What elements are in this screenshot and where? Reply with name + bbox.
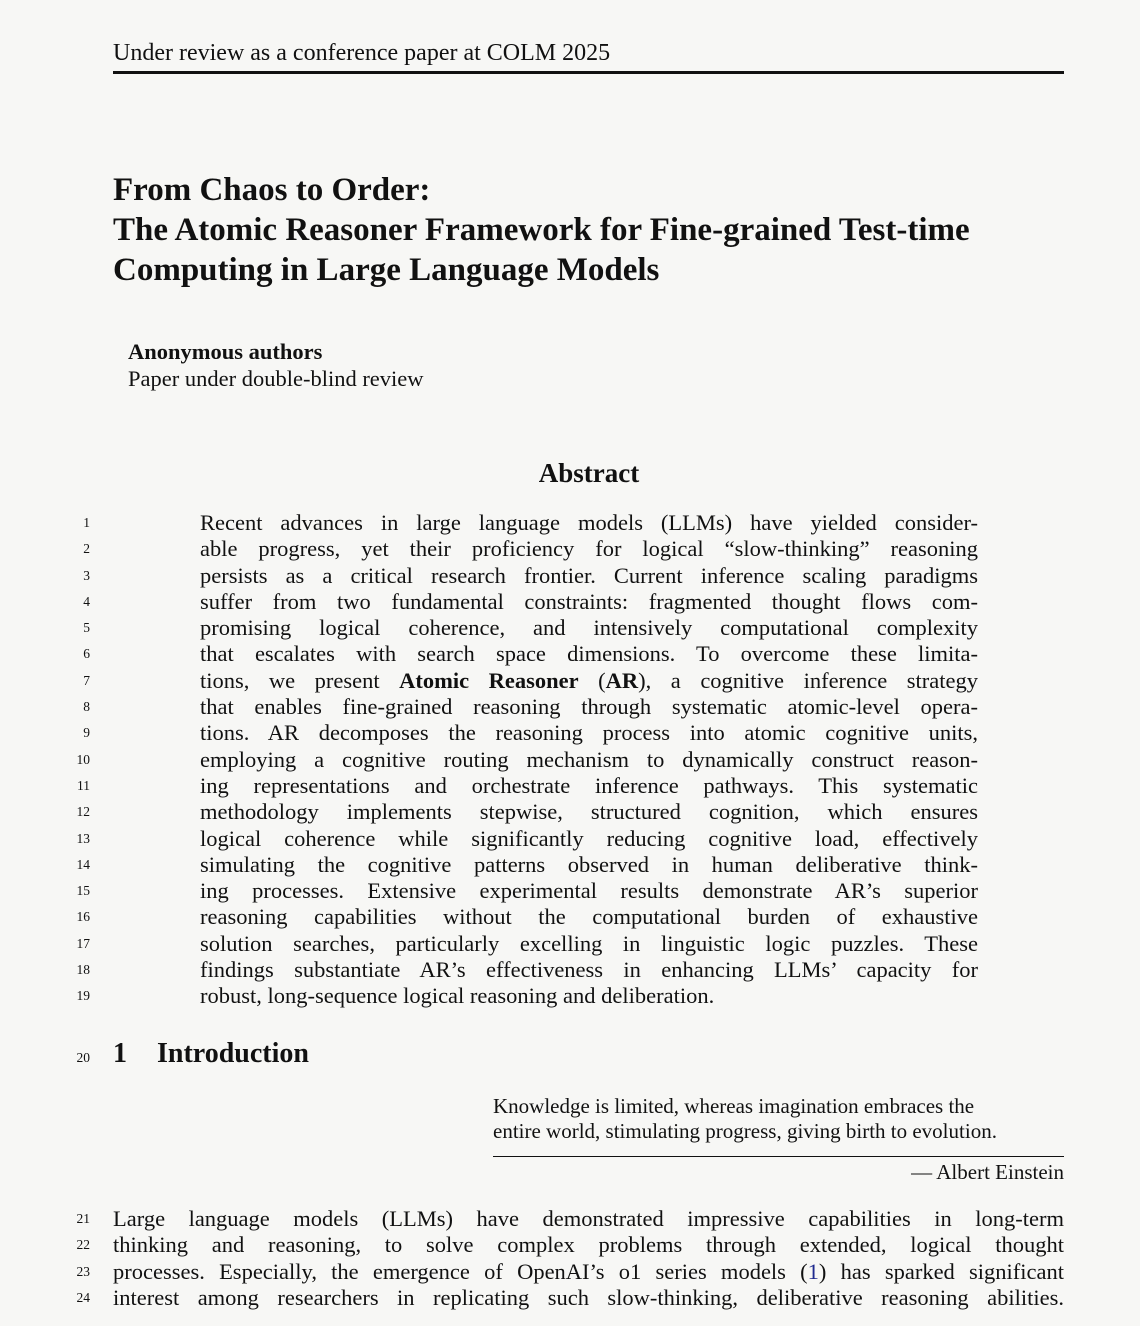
line-number: 16: [76, 909, 90, 925]
epigraph-line: entire world, stimulating progress, giving birth to evolution.: [493, 1119, 997, 1143]
title-line: From Chaos to Order:: [113, 172, 431, 208]
author-affiliation: Paper under double-blind review: [128, 366, 424, 391]
line-text: thinking and reasoning, to solve complex problems through extended, logical thought: [113, 1232, 1064, 1258]
line-text: persists as a critical research frontier. Current inference scaling paradigms: [200, 562, 978, 588]
line-text: ing representations and orchestrate inference pathways. This systematic: [200, 772, 978, 798]
line-text: findings substantiate AR’s effectiveness in enhancing LLMs’ capacity for: [200, 957, 978, 983]
line-text: promising logical coherence, and intensively computational complexity: [200, 615, 978, 641]
method-abbrev: AR: [605, 667, 639, 693]
line-text: employing a cognitive routing mechanism to dynamically construct reason-: [200, 746, 978, 772]
line-number: 5: [83, 620, 90, 636]
line-number: 24: [76, 1289, 90, 1305]
line-text: able progress, yet their proficiency for logical “slow-thinking” reasoning: [200, 536, 978, 562]
line-number: 18: [76, 962, 90, 978]
line-number: 4: [83, 593, 90, 609]
line-number: 1: [83, 515, 90, 530]
line-text: that escalates with search space dimensions. To overcome these limita-: [200, 641, 978, 667]
line-number: 14: [76, 856, 90, 872]
line-text: Large language models (LLMs) have demonstrated impressive capabilities in long-term: [113, 1206, 1064, 1231]
line-text: [200, 668, 978, 694]
section-title: Introduction: [157, 1038, 309, 1069]
text-run: (: [578, 667, 606, 693]
epigraph-divider: [493, 1156, 1064, 1157]
line-number: 11: [77, 777, 90, 793]
line-number: 20: [76, 1050, 90, 1065]
title-line: Computing in Large Language Models: [113, 252, 660, 288]
abstract-heading: Abstract: [538, 458, 640, 488]
running-head: Under review as a conference paper at COLM 2025: [113, 40, 1064, 74]
line-text: robust, long-sequence logical reasoning and deliberation.: [200, 983, 715, 1009]
line-text: that enables fine-grained reasoning through systematic atomic-level opera-: [200, 694, 978, 720]
line-text: Recent advances in large language models (LLMs) have yielded consider-: [200, 510, 978, 535]
line-text: suffer from two fundamental constraints: fragmented thought flows com-: [200, 588, 978, 614]
line-number: 3: [83, 567, 90, 583]
method-name: Atomic Reasoner: [399, 667, 579, 693]
author-block: [128, 338, 424, 392]
author-name: Anonymous authors: [128, 339, 323, 364]
line-number: 10: [76, 751, 90, 767]
citation-link[interactable]: 1: [807, 1258, 819, 1284]
text-run: ), a cognitive inference strategy: [638, 667, 979, 693]
line-number: 19: [76, 988, 90, 1004]
line-text: logical coherence while significantly reducing cognitive load, effectively: [200, 825, 978, 851]
line-number: 15: [76, 883, 90, 899]
line-text: reasoning capabilities without the computational burden of exhaustive: [200, 904, 978, 930]
text-run: ) has sparked significant: [818, 1258, 1064, 1284]
paper-title: [113, 170, 1073, 290]
line-number: 21: [76, 1211, 90, 1226]
text-run: tions, we present: [200, 667, 400, 693]
line-number: 8: [83, 699, 90, 715]
line-text: [113, 1259, 1064, 1285]
line-number: 23: [76, 1263, 90, 1279]
line-number: 6: [83, 646, 90, 662]
line-number: 22: [76, 1237, 90, 1253]
line-number: 9: [83, 725, 90, 741]
line-text: solution searches, particularly excelling in linguistic logic puzzles. These: [200, 930, 978, 956]
line-number: 17: [76, 935, 90, 951]
line-text: tions. AR decomposes the reasoning process into atomic cognitive units,: [200, 720, 978, 746]
line-number: 13: [76, 830, 90, 846]
epigraph-attribution: — Albert Einstein: [911, 1160, 1064, 1184]
section-heading: [0, 1038, 1140, 1072]
section-number: 1: [113, 1038, 127, 1069]
text-run: processes. Especially, the emergence of OpenAI’s o1 series models (: [113, 1258, 808, 1284]
line-text: interest among researchers in replicating such slow-thinking, deliberative reasoning abilities.: [113, 1284, 1064, 1310]
line-text: simulating the cognitive patterns observed in human deliberative think-: [200, 851, 978, 877]
line-text: ing processes. Extensive experimental results demonstrate AR’s superior: [200, 878, 978, 904]
line-number: 12: [76, 804, 90, 820]
title-line: The Atomic Reasoner Framework for Fine-grained Test-time: [113, 212, 970, 248]
line-number: 2: [83, 541, 90, 557]
epigraph-line: Knowledge is limited, whereas imagination embraces the: [493, 1094, 975, 1118]
line-number: 7: [83, 672, 90, 688]
line-text: methodology implements stepwise, structured cognition, which ensures: [200, 799, 978, 825]
epigraph: [493, 1094, 1068, 1144]
